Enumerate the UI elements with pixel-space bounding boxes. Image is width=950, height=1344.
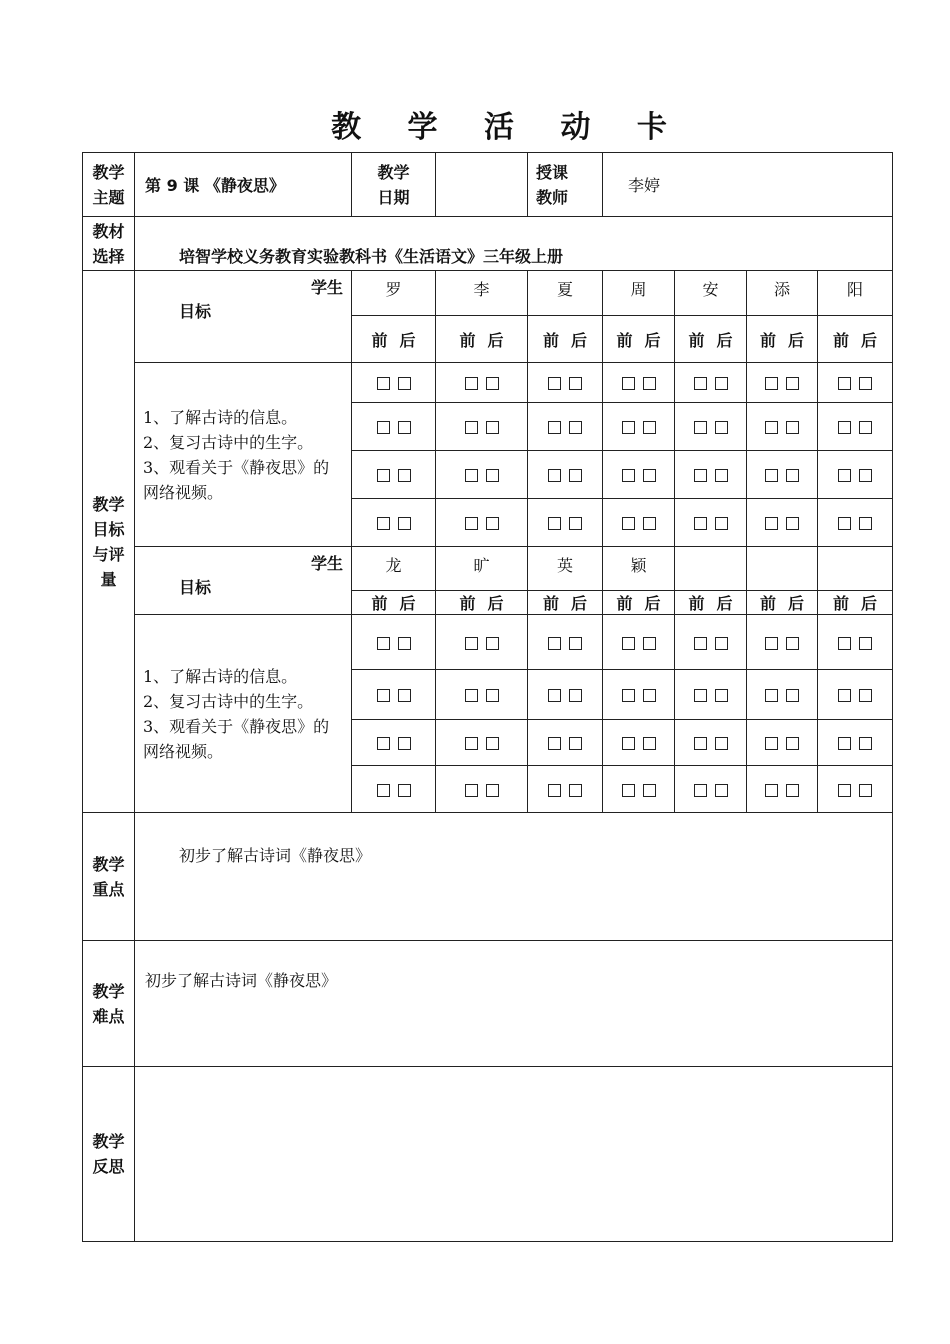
- group2-header: [135, 547, 352, 615]
- goal-item: 3、观看关于《静夜思》的: [143, 457, 330, 477]
- post-checkbox[interactable]: [715, 517, 728, 530]
- pre-checkbox[interactable]: [622, 469, 635, 482]
- pre-checkbox[interactable]: [838, 377, 851, 390]
- pre-checkbox[interactable]: [694, 737, 707, 750]
- reflection-label: 教学 反思: [83, 1067, 135, 1242]
- post-checkbox[interactable]: [786, 377, 799, 390]
- pre-post-label: [352, 591, 436, 615]
- pre-checkbox[interactable]: [622, 637, 635, 650]
- post-checkbox[interactable]: [486, 737, 499, 750]
- assessment-cell: [352, 720, 436, 766]
- post-checkbox[interactable]: [786, 784, 799, 797]
- pre-checkbox[interactable]: [548, 784, 561, 797]
- goal-item: 1、了解古诗的信息。: [143, 666, 298, 686]
- post-label: 后: [571, 594, 588, 613]
- reflection-text[interactable]: [135, 1067, 893, 1242]
- post-checkbox[interactable]: [786, 469, 799, 482]
- assessment-cell: [675, 615, 747, 670]
- post-checkbox[interactable]: [715, 377, 728, 390]
- post-label: 后: [644, 594, 661, 613]
- difficulty-label: 教学 难点: [83, 941, 135, 1067]
- post-checkbox[interactable]: [643, 469, 656, 482]
- assessment-cell: [603, 451, 675, 499]
- post-checkbox[interactable]: [643, 689, 656, 702]
- assessment-cell: [436, 766, 528, 813]
- pre-checkbox[interactable]: [465, 637, 478, 650]
- pre-checkbox[interactable]: [622, 517, 635, 530]
- post-checkbox[interactable]: [643, 377, 656, 390]
- student-name: 旷: [436, 547, 528, 591]
- material-label: 教材 选择: [83, 217, 135, 271]
- group1-goals: [135, 363, 352, 547]
- assessment-cell: [675, 451, 747, 499]
- assessment-cell: [818, 451, 893, 499]
- pre-checkbox[interactable]: [694, 421, 707, 434]
- student-name: [818, 547, 893, 591]
- assessment-cell: [747, 451, 818, 499]
- assessment-cell: [352, 499, 436, 547]
- assessment-cell: [675, 670, 747, 720]
- post-checkbox[interactable]: [398, 517, 411, 530]
- post-checkbox[interactable]: [715, 637, 728, 650]
- pre-checkbox[interactable]: [465, 469, 478, 482]
- post-checkbox[interactable]: [486, 421, 499, 434]
- assessment-cell: [436, 499, 528, 547]
- post-label: 后: [399, 330, 416, 350]
- pre-checkbox[interactable]: [548, 689, 561, 702]
- pre-label: 前: [542, 330, 559, 350]
- assessment-cell: [528, 615, 603, 670]
- assessment-cell: [675, 403, 747, 451]
- pre-label: 前: [371, 330, 388, 350]
- date-label: 教学 日期: [352, 153, 436, 217]
- focus-text: 初步了解古诗词《静夜思》: [135, 813, 893, 941]
- post-checkbox[interactable]: [859, 469, 872, 482]
- student-header: 学生: [310, 554, 343, 573]
- assessment-cell: [352, 766, 436, 813]
- pre-post-label: [747, 591, 818, 615]
- assessment-cell: [747, 766, 818, 813]
- pre-checkbox[interactable]: [838, 689, 851, 702]
- pre-checkbox[interactable]: [548, 377, 561, 390]
- post-checkbox[interactable]: [786, 737, 799, 750]
- teacher-name: 李婷: [603, 153, 893, 217]
- assessment-cell: [818, 670, 893, 720]
- pre-label: 前: [832, 594, 849, 613]
- group1-header: [135, 271, 352, 363]
- post-checkbox[interactable]: [398, 737, 411, 750]
- topic-label: 教学 主题: [83, 153, 135, 217]
- post-checkbox[interactable]: [398, 637, 411, 650]
- post-checkbox[interactable]: [486, 784, 499, 797]
- pre-checkbox[interactable]: [377, 637, 390, 650]
- post-checkbox[interactable]: [715, 737, 728, 750]
- student-name: 夏: [528, 271, 603, 316]
- pre-post-label: [818, 591, 893, 615]
- student-name: 龙: [352, 547, 436, 591]
- pre-checkbox[interactable]: [377, 784, 390, 797]
- post-checkbox[interactable]: [569, 737, 582, 750]
- post-checkbox[interactable]: [486, 689, 499, 702]
- pre-post-label: [675, 591, 747, 615]
- pre-checkbox[interactable]: [465, 421, 478, 434]
- post-checkbox[interactable]: [643, 421, 656, 434]
- assessment-cell: [747, 670, 818, 720]
- assessment-cell: [436, 720, 528, 766]
- post-checkbox[interactable]: [786, 637, 799, 650]
- assessment-cell: [747, 499, 818, 547]
- assessment-cell: [436, 670, 528, 720]
- post-label: 后: [716, 330, 733, 350]
- pre-checkbox[interactable]: [838, 784, 851, 797]
- pre-post-label: [818, 316, 893, 363]
- assessment-cell: [603, 670, 675, 720]
- pre-checkbox[interactable]: [622, 784, 635, 797]
- pre-checkbox[interactable]: [548, 637, 561, 650]
- pre-checkbox[interactable]: [765, 517, 778, 530]
- pre-checkbox[interactable]: [622, 689, 635, 702]
- student-name: 添: [747, 271, 818, 316]
- post-checkbox[interactable]: [486, 517, 499, 530]
- post-checkbox[interactable]: [569, 784, 582, 797]
- post-checkbox[interactable]: [859, 637, 872, 650]
- post-checkbox[interactable]: [715, 784, 728, 797]
- activity-card-table: [82, 152, 893, 1242]
- pre-label: 前: [616, 330, 633, 350]
- target-header: 目标: [179, 302, 212, 321]
- assessment-cell: [528, 720, 603, 766]
- pre-checkbox[interactable]: [548, 517, 561, 530]
- pre-post-label: [603, 316, 675, 363]
- post-label: 后: [788, 594, 805, 613]
- date-value: [436, 153, 528, 217]
- group2-goals: [135, 615, 352, 813]
- student-name: 安: [675, 271, 747, 316]
- post-label: 后: [861, 330, 878, 350]
- pre-label: 前: [542, 594, 559, 613]
- pre-label: 前: [759, 330, 776, 350]
- pre-checkbox[interactable]: [838, 421, 851, 434]
- assessment-cell: [675, 363, 747, 403]
- post-checkbox[interactable]: [569, 377, 582, 390]
- assessment-cell: [818, 499, 893, 547]
- assessment-cell: [528, 363, 603, 403]
- pre-checkbox[interactable]: [377, 421, 390, 434]
- assessment-cell: [436, 363, 528, 403]
- pre-checkbox[interactable]: [377, 689, 390, 702]
- post-checkbox[interactable]: [786, 689, 799, 702]
- post-label: 后: [644, 330, 661, 350]
- assessment-cell: [528, 670, 603, 720]
- post-checkbox[interactable]: [715, 469, 728, 482]
- pre-checkbox[interactable]: [838, 517, 851, 530]
- post-label: 后: [487, 594, 504, 613]
- assessment-cell: [603, 363, 675, 403]
- post-checkbox[interactable]: [715, 421, 728, 434]
- pre-label: 前: [688, 330, 705, 350]
- pre-post-label: [352, 316, 436, 363]
- group2-checkbox-row: [83, 615, 893, 670]
- post-checkbox[interactable]: [715, 689, 728, 702]
- assessment-cell: [818, 720, 893, 766]
- post-checkbox[interactable]: [643, 637, 656, 650]
- pre-checkbox[interactable]: [694, 689, 707, 702]
- pre-checkbox[interactable]: [765, 421, 778, 434]
- goal-item: 2、复习古诗中的生字。: [143, 691, 314, 711]
- post-label: 后: [571, 330, 588, 350]
- pre-checkbox[interactable]: [377, 737, 390, 750]
- assessment-cell: [352, 403, 436, 451]
- student-name: [747, 547, 818, 591]
- post-checkbox[interactable]: [859, 377, 872, 390]
- post-checkbox[interactable]: [569, 517, 582, 530]
- pre-label: 前: [688, 594, 705, 613]
- post-checkbox[interactable]: [786, 517, 799, 530]
- pre-post-label: [747, 316, 818, 363]
- assessment-cell: [675, 499, 747, 547]
- assessment-cell: [603, 615, 675, 670]
- assessment-cell: [352, 363, 436, 403]
- assessment-cell: [818, 403, 893, 451]
- goal-item: 1、了解古诗的信息。: [143, 407, 298, 427]
- pre-checkbox[interactable]: [622, 377, 635, 390]
- post-label: 后: [788, 330, 805, 350]
- student-name: 周: [603, 271, 675, 316]
- post-checkbox[interactable]: [859, 421, 872, 434]
- post-checkbox[interactable]: [643, 517, 656, 530]
- assessment-cell: [818, 363, 893, 403]
- pre-post-label: [603, 591, 675, 615]
- pre-checkbox[interactable]: [694, 637, 707, 650]
- pre-checkbox[interactable]: [694, 517, 707, 530]
- pre-checkbox[interactable]: [548, 469, 561, 482]
- pre-checkbox[interactable]: [622, 421, 635, 434]
- pre-label: 前: [371, 594, 388, 613]
- pre-checkbox[interactable]: [377, 469, 390, 482]
- post-checkbox[interactable]: [569, 637, 582, 650]
- objectives-label: 教学 目标 与评 量: [83, 271, 135, 813]
- material-text: 培智学校义务教育实验教科书《生活语文》三年级上册: [135, 217, 893, 271]
- teacher-label: 授课 教师: [528, 153, 603, 217]
- pre-checkbox[interactable]: [465, 377, 478, 390]
- pre-checkbox[interactable]: [838, 737, 851, 750]
- post-checkbox[interactable]: [569, 421, 582, 434]
- post-checkbox[interactable]: [859, 737, 872, 750]
- assessment-cell: [747, 363, 818, 403]
- pre-checkbox[interactable]: [694, 377, 707, 390]
- assessment-cell: [436, 615, 528, 670]
- lesson-title: 第 9 课 《静夜思》: [135, 153, 352, 217]
- pre-post-label: [436, 591, 528, 615]
- post-checkbox[interactable]: [486, 469, 499, 482]
- assessment-cell: [436, 403, 528, 451]
- student-name: 罗: [352, 271, 436, 316]
- post-checkbox[interactable]: [859, 689, 872, 702]
- goal-item: 网络视频。: [143, 741, 224, 761]
- post-checkbox[interactable]: [398, 377, 411, 390]
- assessment-cell: [352, 670, 436, 720]
- assessment-cell: [675, 720, 747, 766]
- pre-checkbox[interactable]: [765, 784, 778, 797]
- assessment-cell: [603, 403, 675, 451]
- assessment-cell: [603, 499, 675, 547]
- pre-checkbox[interactable]: [377, 377, 390, 390]
- goal-item: 2、复习古诗中的生字。: [143, 432, 314, 452]
- group1-checkbox-row: [83, 363, 893, 403]
- pre-checkbox[interactable]: [465, 737, 478, 750]
- pre-checkbox[interactable]: [765, 737, 778, 750]
- pre-checkbox[interactable]: [548, 421, 561, 434]
- assessment-cell: [603, 720, 675, 766]
- assessment-cell: [675, 766, 747, 813]
- pre-checkbox[interactable]: [765, 689, 778, 702]
- pre-checkbox[interactable]: [465, 784, 478, 797]
- pre-post-label: [436, 316, 528, 363]
- assessment-cell: [352, 615, 436, 670]
- student-name: [675, 547, 747, 591]
- post-label: 后: [487, 330, 504, 350]
- post-checkbox[interactable]: [398, 469, 411, 482]
- target-header: 目标: [179, 578, 212, 597]
- assessment-cell: [528, 499, 603, 547]
- assessment-cell: [818, 766, 893, 813]
- pre-checkbox[interactable]: [838, 637, 851, 650]
- assessment-cell: [818, 615, 893, 670]
- pre-checkbox[interactable]: [838, 469, 851, 482]
- assessment-cell: [747, 720, 818, 766]
- pre-checkbox[interactable]: [465, 517, 478, 530]
- assessment-cell: [528, 403, 603, 451]
- pre-checkbox[interactable]: [548, 737, 561, 750]
- student-name: 李: [436, 271, 528, 316]
- post-checkbox[interactable]: [569, 469, 582, 482]
- page-title: 教 学 活 动 卡: [331, 110, 685, 145]
- pre-checkbox[interactable]: [377, 517, 390, 530]
- pre-checkbox[interactable]: [622, 737, 635, 750]
- assessment-cell: [747, 615, 818, 670]
- goal-item: 3、观看关于《静夜思》的: [143, 716, 330, 736]
- post-checkbox[interactable]: [859, 784, 872, 797]
- student-name: 阳: [818, 271, 893, 316]
- assessment-cell: [352, 451, 436, 499]
- goal-item: 网络视频。: [143, 482, 224, 502]
- pre-label: 前: [616, 594, 633, 613]
- post-checkbox[interactable]: [398, 421, 411, 434]
- post-label: 后: [861, 594, 878, 613]
- difficulty-text: 初步了解古诗词《静夜思》: [135, 941, 893, 1067]
- post-checkbox[interactable]: [786, 421, 799, 434]
- pre-post-label: [528, 591, 603, 615]
- pre-checkbox[interactable]: [465, 689, 478, 702]
- focus-label: 教学 重点: [83, 813, 135, 941]
- pre-label: 前: [459, 330, 476, 350]
- assessment-cell: [436, 451, 528, 499]
- pre-checkbox[interactable]: [694, 469, 707, 482]
- post-checkbox[interactable]: [486, 377, 499, 390]
- pre-post-label: [528, 316, 603, 363]
- pre-post-label: [675, 316, 747, 363]
- pre-label: 前: [832, 330, 849, 350]
- post-checkbox[interactable]: [859, 517, 872, 530]
- pre-checkbox[interactable]: [694, 784, 707, 797]
- pre-checkbox[interactable]: [765, 469, 778, 482]
- assessment-cell: [603, 766, 675, 813]
- pre-checkbox[interactable]: [765, 637, 778, 650]
- assessment-cell: [528, 451, 603, 499]
- post-checkbox[interactable]: [643, 784, 656, 797]
- student-name: 英: [528, 547, 603, 591]
- pre-label: 前: [459, 594, 476, 613]
- student-name: 颖: [603, 547, 675, 591]
- post-checkbox[interactable]: [486, 637, 499, 650]
- assessment-cell: [528, 766, 603, 813]
- post-checkbox[interactable]: [569, 689, 582, 702]
- post-checkbox[interactable]: [643, 737, 656, 750]
- pre-checkbox[interactable]: [765, 377, 778, 390]
- post-label: 后: [716, 594, 733, 613]
- post-checkbox[interactable]: [398, 784, 411, 797]
- post-checkbox[interactable]: [398, 689, 411, 702]
- pre-label: 前: [759, 594, 776, 613]
- post-label: 后: [399, 594, 416, 613]
- assessment-cell: [747, 403, 818, 451]
- student-header: 学生: [310, 278, 343, 297]
